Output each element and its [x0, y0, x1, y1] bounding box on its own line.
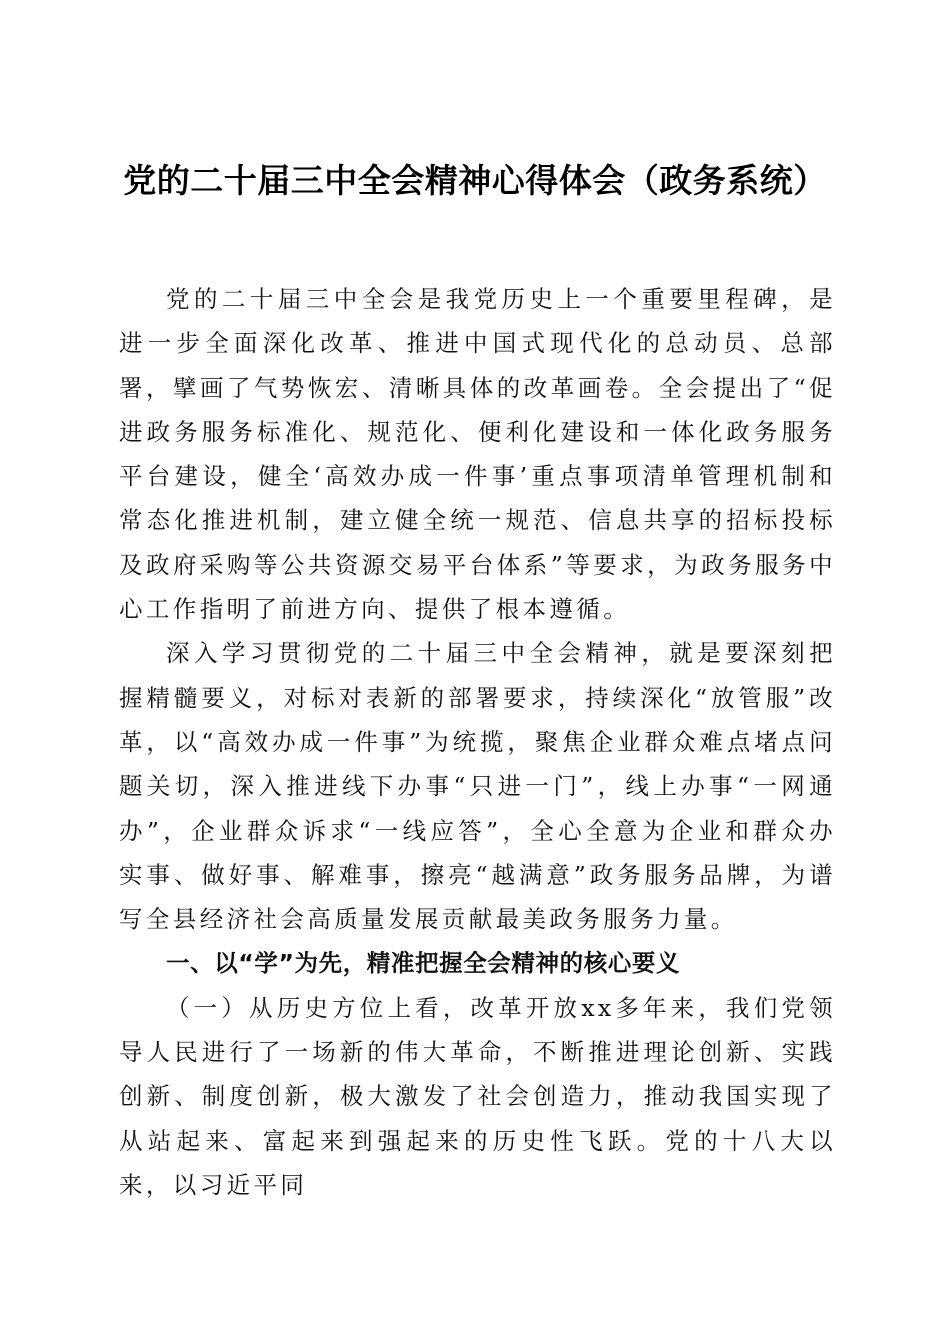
section-heading-1: 一、以“学”为先，精准把握全会精神的核心要义: [166, 949, 681, 978]
document-body: [119, 277, 836, 1207]
paragraph-intro: 党的二十届三中全会是我党历史上一个重要里程碑，是进一步全面深化改革、推进中国式现代化的总动员、总部署，擘画了气势恢宏、清晰具体的改革画卷。全会提出了“促进政务服务标准化、规范化、便利化建设和一体化政务服务平台建设，健全‘高效办成一件事’重点事项清单管理机制和常态化推进机制，建立健全统一规范、信息共享的招标投标及政府采购等公共资源交易平台体系”等要求，为政务服务中心工作指明了前进方向、提供了根本遵循。: [119, 285, 836, 624]
paragraph-section-1: （一）从历史方位上看，改革开放xx多年来，我们党领导人民进行了一场新的伟大革命，不断推进理论创新、实践创新、制度创新，极大激发了社会创造力，推动我国实现了从站起来、富起来到强起来的历史性飞跃。党的十八大以来，以习近平同: [119, 993, 836, 1199]
document-title: 党的二十届三中全会精神心得体会（政务系统）: [123, 161, 827, 201]
paragraph-study: 深入学习贯彻党的二十届三中全会精神，就是要深刻把握精髓要义，对标对表新的部署要求，持续深化“放管服”改革，以“高效办成一件事”为统揽，聚焦企业群众难点堵点问题关切，深入推进线下办事“只进一门”，线上办事“一网通办”，企业群众诉求“一线应答”，全心全意为企业和群众办实事、做好事、解难事，擦亮“越满意”政务服务品牌，为谱写全县经济社会高质量发展贡献最美政务服务力量。: [119, 639, 836, 934]
